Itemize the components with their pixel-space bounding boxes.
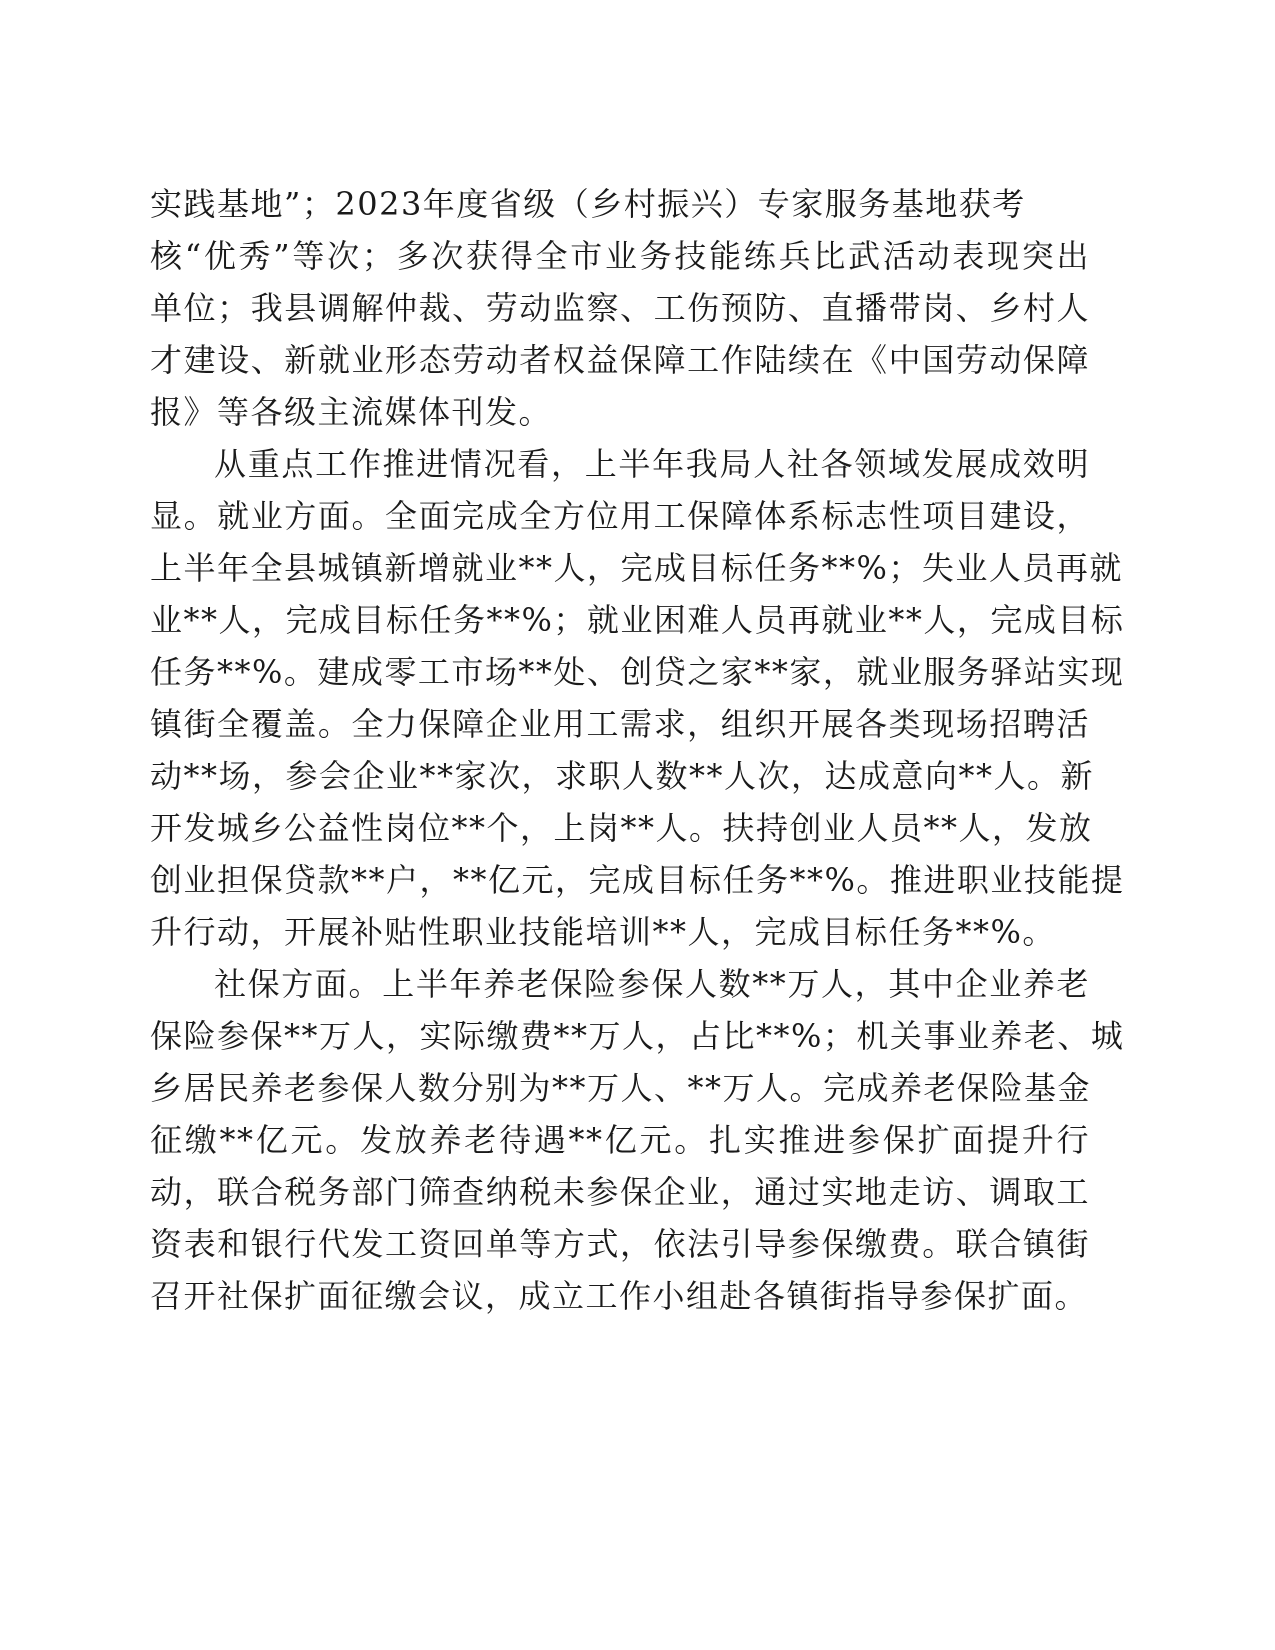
text-line: 资表和银行代发工资回单等方式，依法引导参保缴费。联合镇街 <box>150 1225 1090 1263</box>
text-line: 保险参保**万人，实际缴费**万人，占比**%；机关事业养老、城 <box>150 1017 1125 1055</box>
text-line: 创业担保贷款**户，**亿元，完成目标任务**%。推进职业技能提 <box>150 861 1125 899</box>
text-line: 动**场，参会企业**家次，求职人数**人次，达成意向**人。新 <box>150 757 1095 795</box>
text-line: 征缴**亿元。发放养老待遇**亿元。扎实推进参保扩面提升行 <box>150 1121 1090 1159</box>
text-line: 上半年全县城镇新增就业**人，完成目标任务**%；失业人员再就 <box>150 549 1123 587</box>
text-line: 升行动，开展补贴性职业技能培训**人，完成目标任务**%。 <box>150 913 1056 951</box>
paragraph-first-line: 从重点工作推进情况看，上半年我局人社各领域发展成效明 <box>214 445 1090 483</box>
text-line: 核“优秀”等次；多次获得全市业务技能练兵比武活动表现突出 <box>150 237 1090 275</box>
text-line: 报》等各级主流媒体刊发。 <box>150 393 553 431</box>
text-line: 镇街全覆盖。全力保障企业用工需求，组织开展各类现场招聘活 <box>150 705 1090 743</box>
text-line: 单位；我县调解仲裁、劳动监察、工伤预防、直播带岗、乡村人 <box>150 289 1090 327</box>
text-line: 乡居民养老参保人数分别为**万人、**万人。完成养老保险基金 <box>150 1069 1092 1107</box>
text-line: 业**人，完成目标任务**%；就业困难人员再就业**人，完成目标 <box>150 601 1125 639</box>
text-line: 召开社保扩面征缴会议，成立工作小组赴各镇街指导参保扩面。 <box>150 1277 1089 1315</box>
text-line: 动，联合税务部门筛查纳税未参保企业，通过实地走访、调取工 <box>150 1173 1090 1211</box>
text-line: 实践基地”；2023年度省级（乡村振兴）专家服务基地获考 <box>150 185 1026 223</box>
text-line: 任务**%。建成零工市场**处、创贷之家**家，就业服务驿站实现 <box>150 653 1125 691</box>
paragraph-first-line: 社保方面。上半年养老保险参保人数**万人，其中企业养老 <box>214 965 1090 1003</box>
text-line: 才建设、新就业形态劳动者权益保障工作陆续在《中国劳动保障 <box>150 341 1090 379</box>
text-line: 显。就业方面。全面完成全方位用工保障体系标志性项目建设， <box>150 497 1090 535</box>
body-text <box>150 178 1125 1322</box>
text-line: 开发城乡公益性岗位**个，上岗**人。扶持创业人员**人，发放 <box>150 809 1093 847</box>
